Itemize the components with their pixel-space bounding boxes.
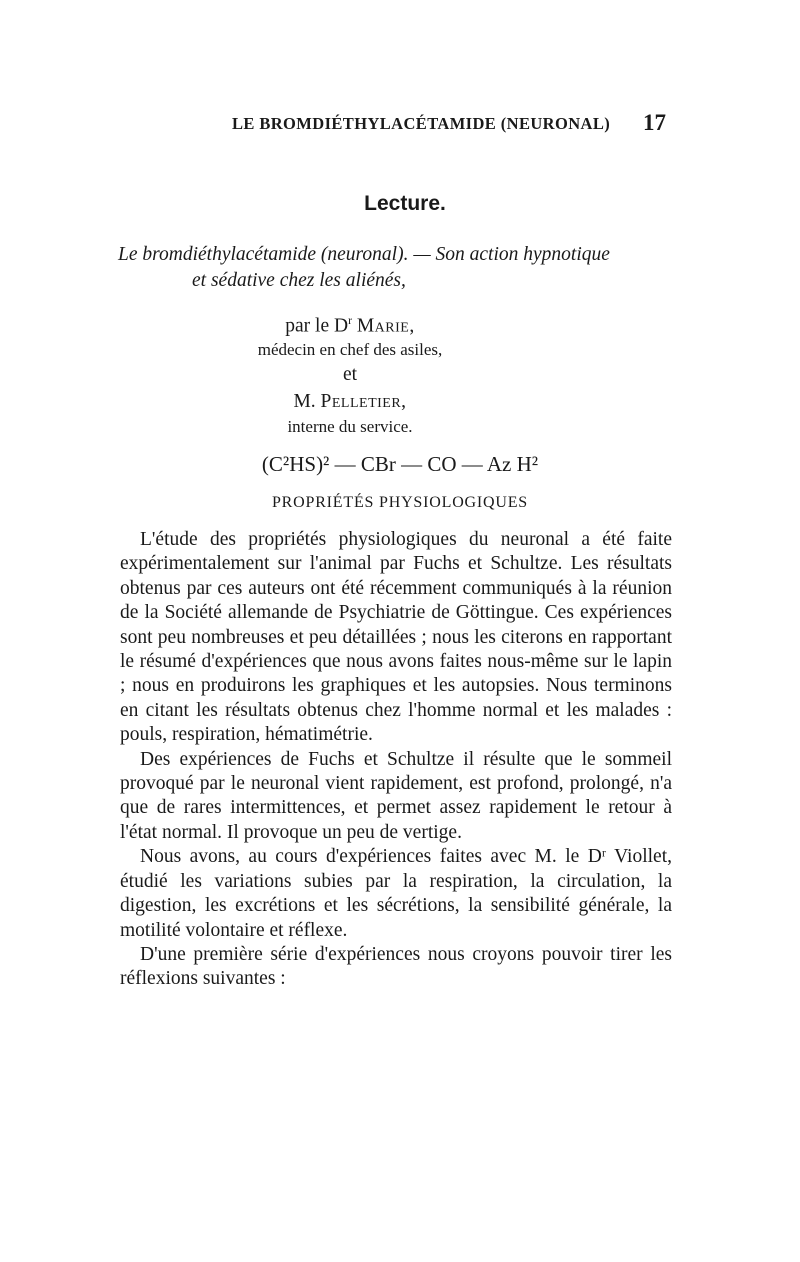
- article-subtitle-line1: Le bromdiéthylacétamide (neuronal). — Son action hypnotique: [118, 244, 610, 265]
- dr-superscript: r: [348, 314, 352, 327]
- paragraph: D'une première série d'expériences nous croyons pouvoir tirer les réflexions suivantes :: [120, 943, 672, 990]
- section-title: Lecture.: [364, 192, 446, 215]
- article-subtitle-line2: et sédative chez les aliénés,: [192, 270, 406, 291]
- page-number: 17: [643, 110, 666, 135]
- author2-role: interne du service.: [287, 417, 413, 436]
- author1-name: Marie,: [356, 315, 415, 337]
- author-line-2: [190, 391, 510, 413]
- subsection-title: PROPRIÉTÉS PHYSIOLOGIQUES: [271, 494, 529, 511]
- body-text: [120, 528, 672, 992]
- chemical-formula: (C²HS)² — CBr — CO — Az H²: [261, 452, 539, 476]
- running-title: LE BROMDIÉTHYLACÉTAMIDE (NEURONAL): [232, 114, 611, 133]
- paragraph: Des expériences de Fuchs et Schultze il résulte que le sommeil provoqué par le neuronal vient rapidement, est profond, prolongé, n'a que de rares intermittences, et permet assez rapidement le retour à l'état normal. Il provoque un peu de vertige.: [120, 748, 672, 843]
- author1-role: médecin en chef des asiles,: [257, 340, 443, 359]
- author-conjunction: et: [342, 364, 358, 385]
- page-header: [232, 110, 666, 144]
- author-line-1: [190, 314, 510, 338]
- paragraph: Nous avons, au cours d'expériences faites avec M. le Dʳ Viollet, étudié les variations subies par la respiration, la circulation, la digestion, les excrétions et les sécrétions, la sensibilité générale, la motilité volontaire et réflexe.: [120, 846, 672, 941]
- author2-prefix: M.: [293, 391, 316, 412]
- by-prefix: par le D: [285, 315, 349, 337]
- paragraph: L'étude des propriétés physiologiques du neuronal a été faite expérimentalement sur l'animal par Fuchs et Schultze. Les résultats obtenus par ces auteurs ont été récemment communiqués à la réunion de la Société allemande de Psychiatrie de Göttingue. Ces expériences sont peu nombreuses et peu détaillées ; nous les citerons en rapportant le résumé d'expériences que nous avons faites nous-même sur le lapin ; nous en produirons les graphiques et les autopsies. Nous terminons en citant les résultats obtenus chez l'homme normal et les malades : pouls, respiration, hématimétrie.: [120, 529, 672, 746]
- author2-name: Pelletier,: [320, 391, 407, 412]
